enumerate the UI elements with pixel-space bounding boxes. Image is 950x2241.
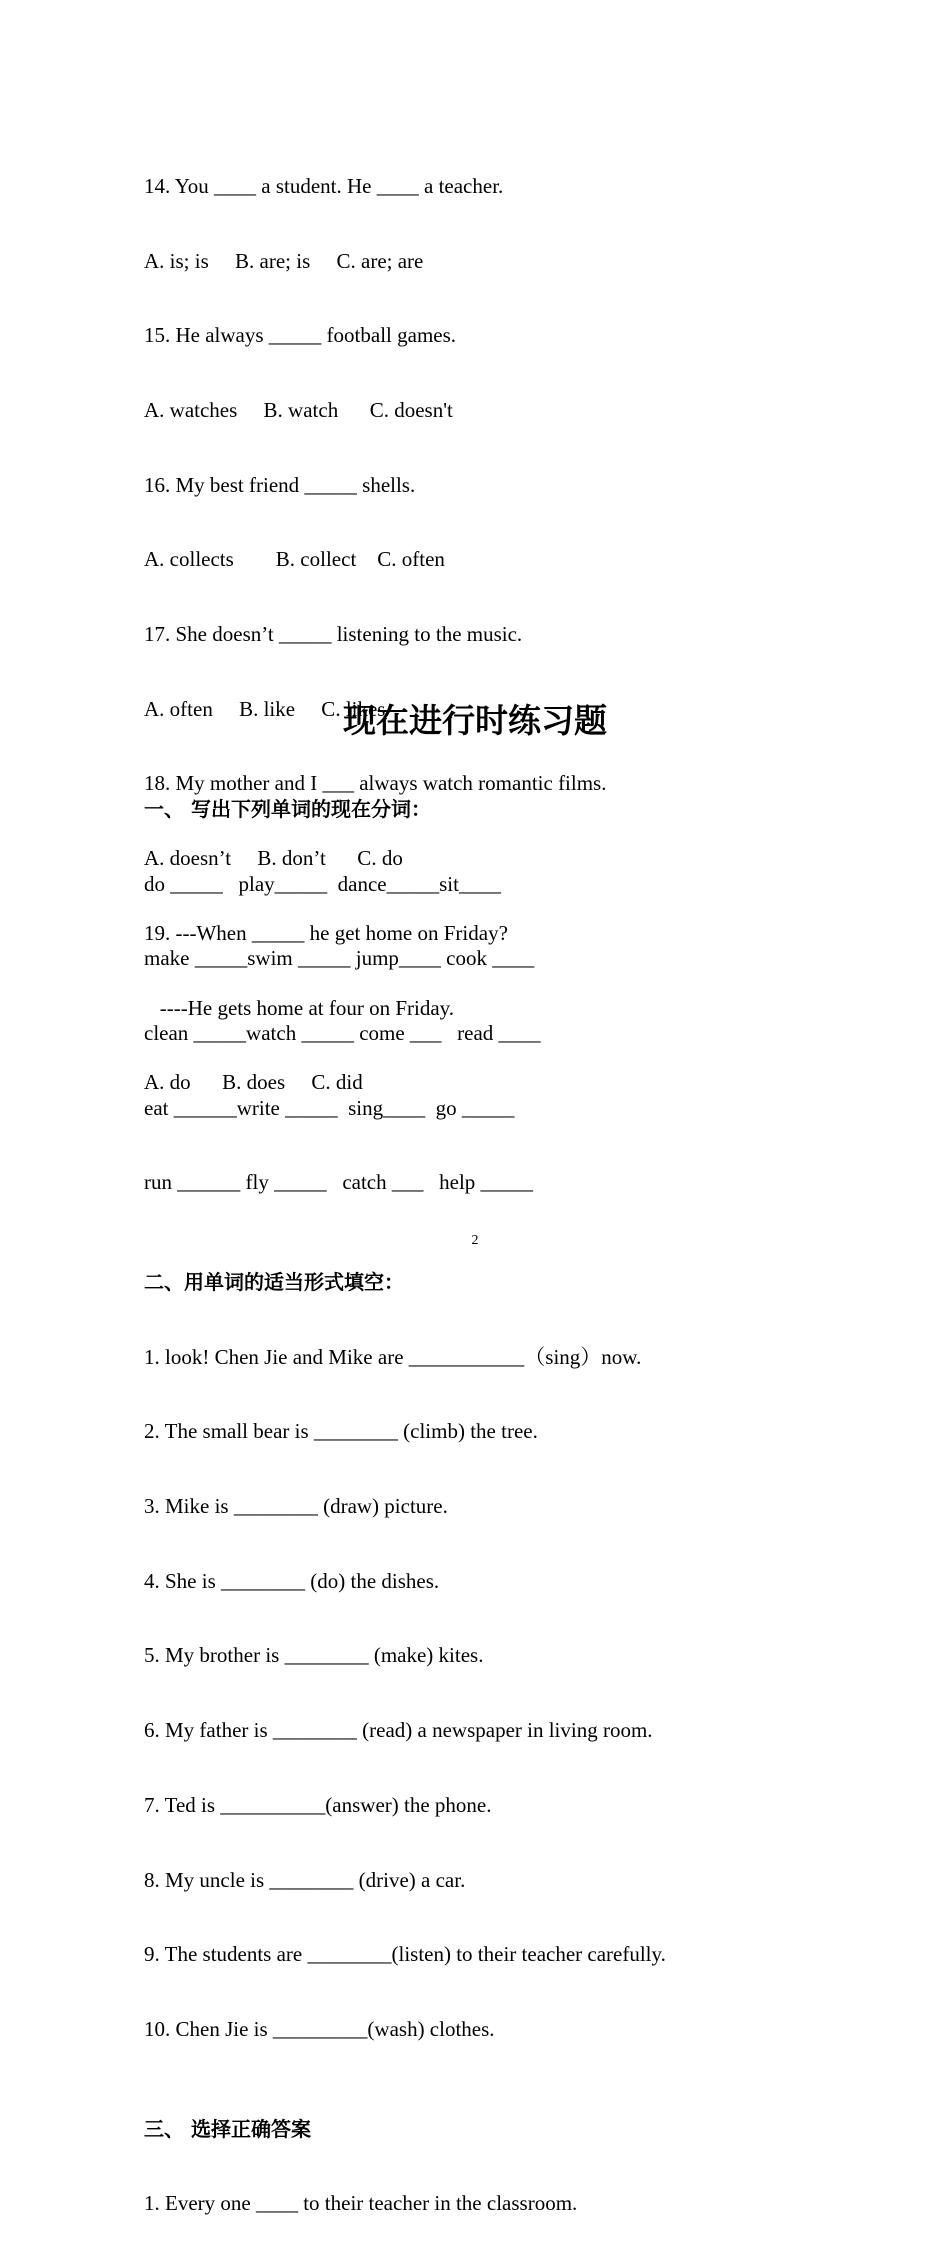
question-19-reply: ----He gets home at four on Friday. [144, 995, 455, 1020]
fill-question-1: 1. look! Chen Jie and Mike are ___________（sing）now. [144, 1344, 642, 1369]
fill-question-8: 8. My uncle is ________ (drive) a car. [144, 1867, 466, 1892]
word-line-5: run ______ fly _____ catch ___ help _____ [144, 1170, 534, 1195]
question-15-options: A. watches B. watch C. doesn't [144, 397, 453, 422]
question-17-options: A. often B. like C. likes [144, 696, 386, 721]
section-2-heading: 二、用单词的适当形式填空： [144, 1269, 404, 1294]
fill-question-10: 10. Chen Jie is _________(wash) clothes. [144, 2016, 495, 2041]
fill-question-7: 7. Ted is __________(answer) the phone. [144, 1792, 492, 1817]
question-16: 16. My best friend _____ shells. [144, 472, 416, 497]
section-1-heading: 一、 写出下列单词的现在分词： [144, 796, 431, 821]
word-line-1: do _____ play_____ dance_____sit____ [144, 871, 501, 896]
question-18: 18. My mother and I ___ always watch romantic films. [144, 771, 607, 796]
fill-question-3: 3. Mike is ________ (draw) picture. [144, 1494, 448, 1519]
question-19-options: A. do B. does C. did [144, 1070, 363, 1095]
question-17: 17. She doesn’t _____ listening to the music. [144, 622, 523, 647]
fill-question-2: 2. The small bear is ________ (climb) the tree. [144, 1419, 538, 1444]
choice-question-1: 1. Every one ____ to their teacher in the classroom. [144, 2191, 578, 2216]
word-line-4: eat ______write _____ sing____ go _____ [144, 1095, 515, 1120]
question-18-options: A. doesn’t B. don’t C. do [144, 846, 403, 871]
word-line-2: make _____swim _____ jump____ cook ____ [144, 946, 535, 971]
question-14: 14. You ____ a student. He ____ a teacher. [144, 173, 504, 198]
page-number: 2 [471, 1233, 479, 1248]
question-15: 15. He always _____ football games. [144, 323, 457, 348]
word-line-3: clean _____watch _____ come ___ read ____ [144, 1020, 541, 1045]
section-3-heading: 三、 选择正确答案 [144, 2116, 311, 2141]
fill-question-4: 4. She is ________ (do) the dishes. [144, 1568, 440, 1593]
fill-question-5: 5. My brother is ________ (make) kites. [144, 1643, 484, 1668]
present-continuous-exercises [144, 747, 666, 2241]
question-19: 19. ---When _____ he get home on Friday? [144, 920, 508, 945]
fill-question-9: 9. The students are ________(listen) to their teacher carefully. [144, 1942, 666, 1967]
page-title: 现在进行时练习题 [343, 701, 607, 740]
question-16-options: A. collects B. collect C. often [144, 547, 445, 572]
fill-question-6: 6. My father is ________ (read) a newspaper in living room. [144, 1718, 653, 1743]
question-14-options: A. is; is B. are; is C. are; are [144, 248, 424, 273]
